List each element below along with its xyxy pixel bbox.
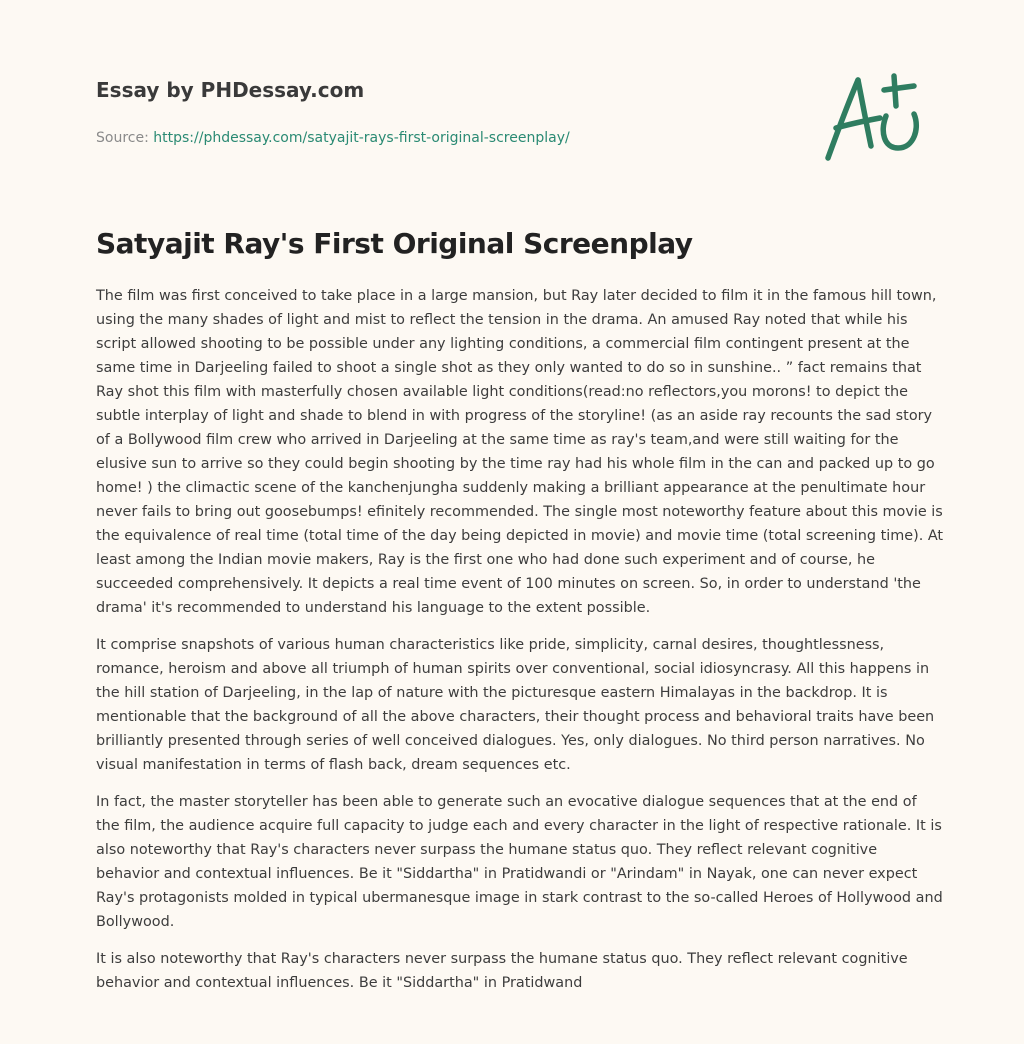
a-plus-logo-icon [818,66,930,166]
site-title: Essay by PHDessay.com [96,78,365,102]
essay-title: Satyajit Ray's First Original Screenplay [96,227,693,260]
essay-paragraph: It comprise snapshots of various human characteristics like pride, simplicity, carnal desires, thoughtlessness, romance, heroism and above all triumph of human spirits over conventional, social idiosyncrasy. All this happens in the hill station of Darjeeling, in the lap of nature with the picturesque eastern Himalayas in the backdrop. It is mentionable that the background of all the above characters, their thought process and behavioral traits have been brilliantly presented through series of well conceived dialogues. Yes, only dialogues. No third person narratives. No visual manifestation in terms of flash back, dream sequences etc. [96,637,935,773]
essay-paragraph: In fact, the master storyteller has been able to generate such an evocative dialogue sequences that at the end of the film, the audience acquire full capacity to judge each and every character in the light of respective rationale. It is also noteworthy that Ray's characters never surpass the humane status quo. They reflect relevant cognitive behavior and contextual influences. Be it "Siddartha" in Pratidwandi or "Arindam" in Nayak, one can never expect Ray's protagonists molded in typical ubermanesque image in stark contrast to the so-called Heroes of Hollywood and Bollywood. [96,794,943,930]
essay-body [96,284,944,1008]
source-link[interactable]: https://phdessay.com/satyajit-rays-first-original-screenplay/ [153,130,570,146]
source-label: Source: [96,130,154,146]
essay-paragraph: The film was first conceived to take place in a large mansion, but Ray later decided to film it in the famous hill town, using the many shades of light and mist to reflect the tension in the drama. An amused Ray noted that while his script allowed shooting to be possible under any lighting conditions, a commercial film contingent present at the same time in Darjeeling failed to shoot a single shot as they only wanted to do so in sunshine.. ” fact remains that Ray shot this film with masterfully chosen available light conditions(read:no reflectors,you morons! to depict the subtle interplay of light and shade to blend in with progress of the storyline! (as an aside ray recounts the sad story of a Bollywood film crew who arrived in Darjeeling at the same time as ray's team,and were still waiting for the elusive sun to arrive so they could begin shooting by the time ray had his whole film in the can and packed up to go home! ) the climactic scene of the kanchenjungha suddenly making a brilliant appearance at the penultimate hour never fails to bring out goosebumps! efinitely recommended. The single most noteworthy feature about this movie is the equivalence of real time (total time of the day being depicted in movie) and movie time (total screening time). At least among the Indian movie makers, Ray is the first one who had done such experiment and of course, he succeeded comprehensively. It depicts a real time event of 100 minutes on screen. So, in order to understand 'the drama' it's recommended to understand his language to the extent possible. [96,288,944,616]
page-header [96,74,796,148]
essay-paragraph: It is also noteworthy that Ray's characters never surpass the humane status quo. They reflect relevant cognitive behavior and contextual influences. Be it "Siddartha" in Pratidwand [96,951,908,991]
source-line [96,128,796,148]
